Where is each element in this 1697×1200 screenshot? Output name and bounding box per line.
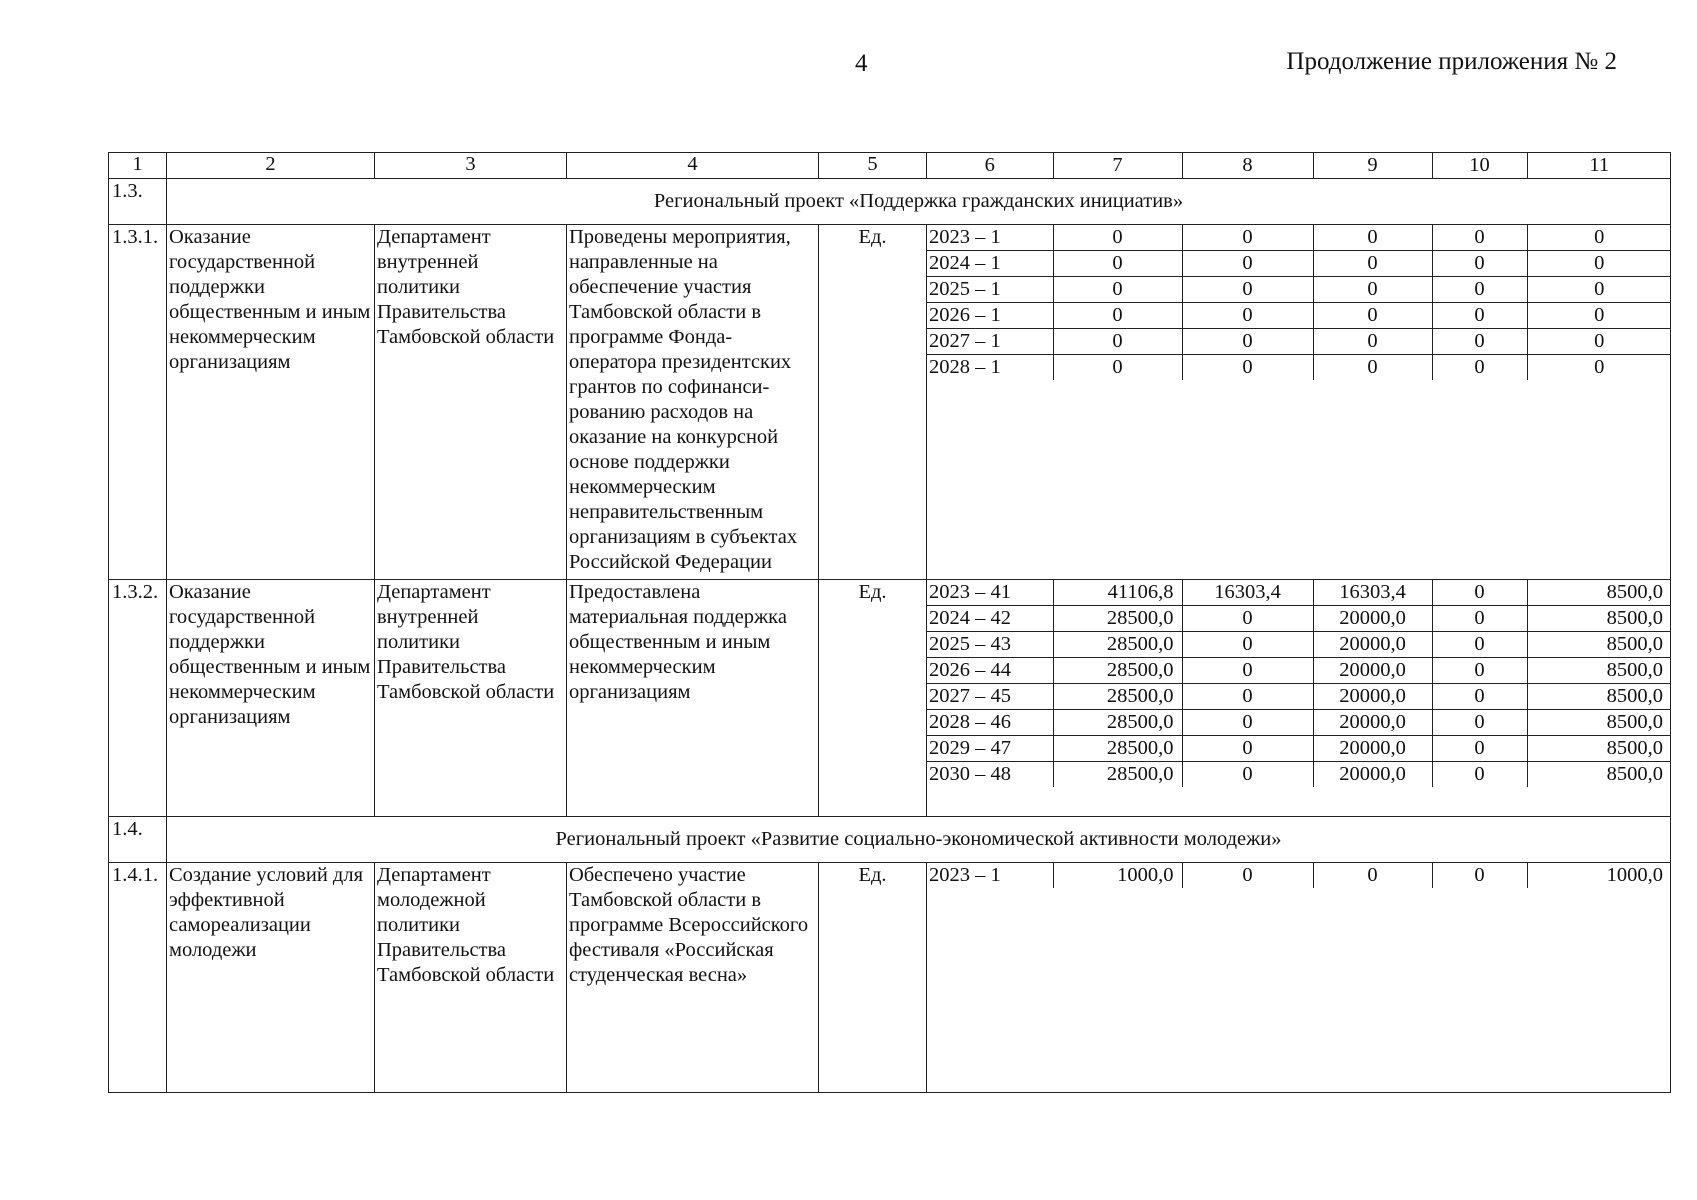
local-budget-value: 0 xyxy=(1432,225,1527,251)
federal-budget-value: 0 xyxy=(1182,658,1313,684)
total-value: 28500,0 xyxy=(1053,606,1182,632)
year-target: 2023 – 1 xyxy=(927,863,1053,888)
year-target: 2027 – 1 xyxy=(927,329,1053,355)
total-value: 28500,0 xyxy=(1053,762,1182,788)
column-number: 11 xyxy=(1589,154,1610,176)
regional-budget-value: 0 xyxy=(1313,863,1432,888)
measure-name: Оказание государственной поддержки общественным и иным некоммерческим организациям xyxy=(167,580,375,817)
regional-budget-value: 16303,4 xyxy=(1313,580,1432,606)
column-number-group xyxy=(927,153,1671,179)
federal-budget-value: 0 xyxy=(1182,303,1313,329)
regional-budget-value: 20000,0 xyxy=(1313,762,1432,788)
value-row xyxy=(927,225,1671,251)
extrabudget-value: 8500,0 xyxy=(1527,580,1671,606)
column-number: 5 xyxy=(819,153,927,179)
regional-budget-value: 0 xyxy=(1313,355,1432,381)
year-target: 2028 – 46 xyxy=(927,710,1053,736)
unit: Ед. xyxy=(819,225,927,580)
year-target: 2025 – 1 xyxy=(927,277,1053,303)
year-target: 2026 – 1 xyxy=(927,303,1053,329)
federal-budget-value: 0 xyxy=(1182,736,1313,762)
total-value: 0 xyxy=(1053,277,1182,303)
extrabudget-value: 0 xyxy=(1527,303,1671,329)
values-block xyxy=(927,580,1671,817)
federal-budget-value: 0 xyxy=(1182,710,1313,736)
total-value: 0 xyxy=(1053,225,1182,251)
local-budget-value: 0 xyxy=(1432,355,1527,381)
section-number: 1.4. xyxy=(109,817,167,863)
column-number: 9 xyxy=(1313,153,1432,178)
value-row xyxy=(927,736,1671,762)
row-number: 1.3.1. xyxy=(109,225,167,580)
extrabudget-value: 8500,0 xyxy=(1527,632,1671,658)
federal-budget-value: 16303,4 xyxy=(1182,580,1313,606)
table-row xyxy=(109,225,1671,580)
federal-budget-value: 0 xyxy=(1182,762,1313,788)
values-table xyxy=(927,580,1671,787)
column-number-row xyxy=(109,153,1671,179)
value-row xyxy=(927,251,1671,277)
local-budget-value: 0 xyxy=(1432,606,1527,632)
local-budget-value: 0 xyxy=(1432,632,1527,658)
local-budget-value: 0 xyxy=(1432,710,1527,736)
unit: Ед. xyxy=(819,863,927,1093)
federal-budget-value: 0 xyxy=(1182,251,1313,277)
section-title: Региональный проект «Развитие социально-экономической активности молодежи» xyxy=(167,817,1671,863)
extrabudget-value: 0 xyxy=(1527,225,1671,251)
local-budget-value: 0 xyxy=(1432,251,1527,277)
total-value: 28500,0 xyxy=(1053,684,1182,710)
value-row xyxy=(927,762,1671,788)
local-budget-value: 0 xyxy=(1432,277,1527,303)
column-number: 7 xyxy=(1053,153,1182,178)
values-table xyxy=(927,863,1671,888)
table-row xyxy=(109,863,1671,1093)
program-table xyxy=(108,152,1671,1093)
value-row xyxy=(927,277,1671,303)
executor: Департамент внутренней политики Правительства Тамбовской области xyxy=(375,580,567,817)
year-target: 2023 – 1 xyxy=(927,225,1053,251)
result-description: Проведены мероприятия, направленные на обеспечение участия Тамбовской области в программе Фонда-оператора президентских грантов по софинанси-рованию расходов на оказание на конкурсной основе поддержки некоммерческим неправительственным организациям в субъектах Российской Федерации xyxy=(567,225,819,580)
section-title: Региональный проект «Поддержка гражданских инициатив» xyxy=(167,179,1671,225)
extrabudget-value: 8500,0 xyxy=(1606,763,1663,785)
federal-budget-value: 0 xyxy=(1182,355,1313,381)
year-target: 2024 – 1 xyxy=(927,251,1053,277)
column-number: 3 xyxy=(375,153,567,179)
column-number: 10 xyxy=(1432,153,1527,178)
total-value: 28500,0 xyxy=(1053,632,1182,658)
year-target: 2025 – 43 xyxy=(927,632,1053,658)
section-row xyxy=(109,179,1671,225)
value-row xyxy=(927,684,1671,710)
extrabudget-value: 0 xyxy=(1527,251,1671,277)
row-number: 1.4.1. xyxy=(109,863,167,1093)
year-target: 2023 – 41 xyxy=(927,580,1053,606)
regional-budget-value: 20000,0 xyxy=(1313,658,1432,684)
extrabudget-value: 0 xyxy=(1527,277,1671,303)
values-block xyxy=(927,225,1671,580)
column-number: 4 xyxy=(567,153,819,179)
total-value: 28500,0 xyxy=(1053,658,1182,684)
local-budget-value: 0 xyxy=(1432,684,1527,710)
value-row xyxy=(927,710,1671,736)
values-table xyxy=(927,225,1671,380)
value-row xyxy=(927,632,1671,658)
section-number: 1.3. xyxy=(109,179,167,225)
executor: Департамент внутренней политики Правительства Тамбовской области xyxy=(375,225,567,580)
regional-budget-value: 0 xyxy=(1313,303,1432,329)
federal-budget-value: 0 xyxy=(1182,632,1313,658)
column-number: 1 xyxy=(109,153,167,179)
extrabudget-value: 8500,0 xyxy=(1527,684,1671,710)
regional-budget-value: 0 xyxy=(1313,251,1432,277)
total-value: 28500,0 xyxy=(1053,736,1182,762)
extrabudget-value: 8500,0 xyxy=(1527,710,1671,736)
value-row xyxy=(927,329,1671,355)
measure-name: Создание условий для эффективной самореализации молодежи xyxy=(167,863,375,1093)
extrabudget-value: 8500,0 xyxy=(1527,606,1671,632)
regional-budget-value: 0 xyxy=(1313,277,1432,303)
federal-budget-value: 0 xyxy=(1182,329,1313,355)
value-row xyxy=(927,355,1671,381)
year-target: 2027 – 45 xyxy=(927,684,1053,710)
result-description: Обеспечено участие Тамбовской области в программе Всероссийского фестиваля «Российская студенческая весна» xyxy=(567,863,819,1093)
total-value: 28500,0 xyxy=(1053,710,1182,736)
local-budget-value: 0 xyxy=(1432,658,1527,684)
measure-name: Оказание государственной поддержки общественным и иным некоммерческим организациям xyxy=(167,225,375,580)
local-budget-value: 0 xyxy=(1432,303,1527,329)
regional-budget-value: 0 xyxy=(1313,225,1432,251)
extrabudget-value: 8500,0 xyxy=(1527,658,1671,684)
table-row xyxy=(109,580,1671,817)
federal-budget-value: 0 xyxy=(1182,684,1313,710)
total-value: 0 xyxy=(1053,303,1182,329)
regional-budget-value: 0 xyxy=(1313,329,1432,355)
section-row xyxy=(109,817,1671,863)
extrabudget-value: 1000,0 xyxy=(1606,864,1663,886)
page-number: 4 xyxy=(855,50,868,77)
year-target: 2030 – 48 xyxy=(927,762,1053,788)
regional-budget-value: 20000,0 xyxy=(1313,736,1432,762)
year-target: 2028 – 1 xyxy=(927,355,1053,381)
total-value: 0 xyxy=(1053,355,1182,381)
value-row xyxy=(927,658,1671,684)
total-value: 0 xyxy=(1053,329,1182,355)
federal-budget-value: 0 xyxy=(1182,606,1313,632)
appendix-header: Продолжение приложения № 2 xyxy=(1286,48,1617,75)
value-row xyxy=(927,580,1671,606)
column-number: 2 xyxy=(167,153,375,179)
value-row xyxy=(927,303,1671,329)
year-target: 2024 – 42 xyxy=(927,606,1053,632)
year-target: 2026 – 44 xyxy=(927,658,1053,684)
total-value: 1000,0 xyxy=(1053,863,1182,888)
result-description: Предоставлена материальная поддержка общественным и иным некоммерческим организациям xyxy=(567,580,819,817)
local-budget-value: 0 xyxy=(1432,863,1527,888)
regional-budget-value: 20000,0 xyxy=(1313,632,1432,658)
federal-budget-value: 0 xyxy=(1182,863,1313,888)
column-number: 6 xyxy=(927,153,1053,178)
local-budget-value: 0 xyxy=(1432,762,1527,788)
extrabudget-value: 8500,0 xyxy=(1527,736,1671,762)
regional-budget-value: 20000,0 xyxy=(1313,710,1432,736)
row-number: 1.3.2. xyxy=(109,580,167,817)
value-row xyxy=(927,863,1671,888)
federal-budget-value: 0 xyxy=(1182,225,1313,251)
value-row xyxy=(927,606,1671,632)
local-budget-value: 0 xyxy=(1432,329,1527,355)
total-value: 0 xyxy=(1053,251,1182,277)
unit: Ед. xyxy=(819,580,927,817)
extrabudget-value: 0 xyxy=(1594,356,1605,378)
extrabudget-value: 0 xyxy=(1527,329,1671,355)
federal-budget-value: 0 xyxy=(1182,277,1313,303)
values-block xyxy=(927,863,1671,1093)
total-value: 41106,8 xyxy=(1053,580,1182,606)
local-budget-value: 0 xyxy=(1432,736,1527,762)
executor: Департамент молодежной политики Правительства Тамбовской области xyxy=(375,863,567,1093)
column-number: 8 xyxy=(1182,153,1313,178)
regional-budget-value: 20000,0 xyxy=(1313,606,1432,632)
year-target: 2029 – 47 xyxy=(927,736,1053,762)
regional-budget-value: 20000,0 xyxy=(1313,684,1432,710)
local-budget-value: 0 xyxy=(1432,580,1527,606)
